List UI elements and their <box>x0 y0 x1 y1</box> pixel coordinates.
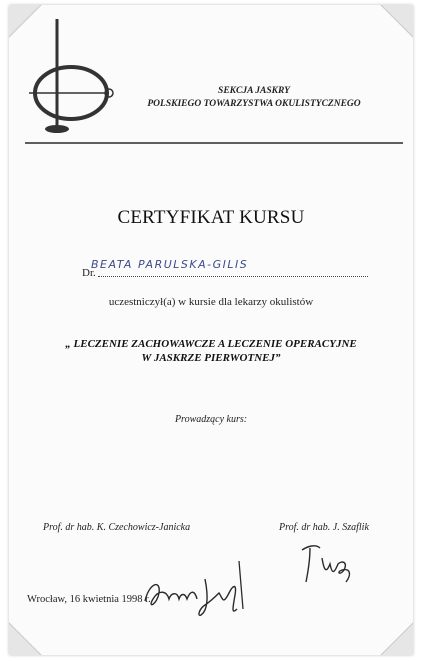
photo-corner-bottom-left <box>9 619 45 655</box>
handwritten-signature-1 <box>139 549 254 624</box>
recipient-name: BEATA PARULSKA-GILIS <box>91 258 249 271</box>
course-title-line2: W JASKRZE PIERWOTNEJ” <box>141 352 281 364</box>
certificate-page <box>9 5 413 655</box>
place-and-date: Wrocław, 16 kwietnia 1998 r. <box>27 594 151 605</box>
handwritten-signature-2 <box>296 538 356 588</box>
signatory-name-1: Prof. dr hab. K. Czechowicz-Janicka <box>43 522 191 533</box>
dr-prefix: Dr. <box>82 267 96 279</box>
participation-text: uczestniczył(a) w kursie dla lekarzy okulistów <box>108 296 314 308</box>
signatory-name-2: Prof. dr hab. J. Szaflik <box>279 522 369 533</box>
header-divider <box>25 142 403 144</box>
course-leaders-label: Prowadzący kurs: <box>174 414 248 425</box>
certificate-title: CERTYFIKAT KURSU <box>117 207 305 228</box>
org-name-line2: POLSKIEGO TOWARZYSTWA OKULISTYCZNEGO <box>147 99 361 109</box>
society-logo <box>23 17 119 137</box>
course-title-line1: „ LECZENIE ZACHOWAWCZE A LECZENIE OPERACYJNE <box>65 338 357 350</box>
org-name-line1: SEKCJA JASKRY <box>218 86 290 96</box>
photo-corner-bottom-right <box>377 619 413 655</box>
photo-corner-top-right <box>377 5 413 41</box>
name-dotted-line <box>98 276 368 277</box>
